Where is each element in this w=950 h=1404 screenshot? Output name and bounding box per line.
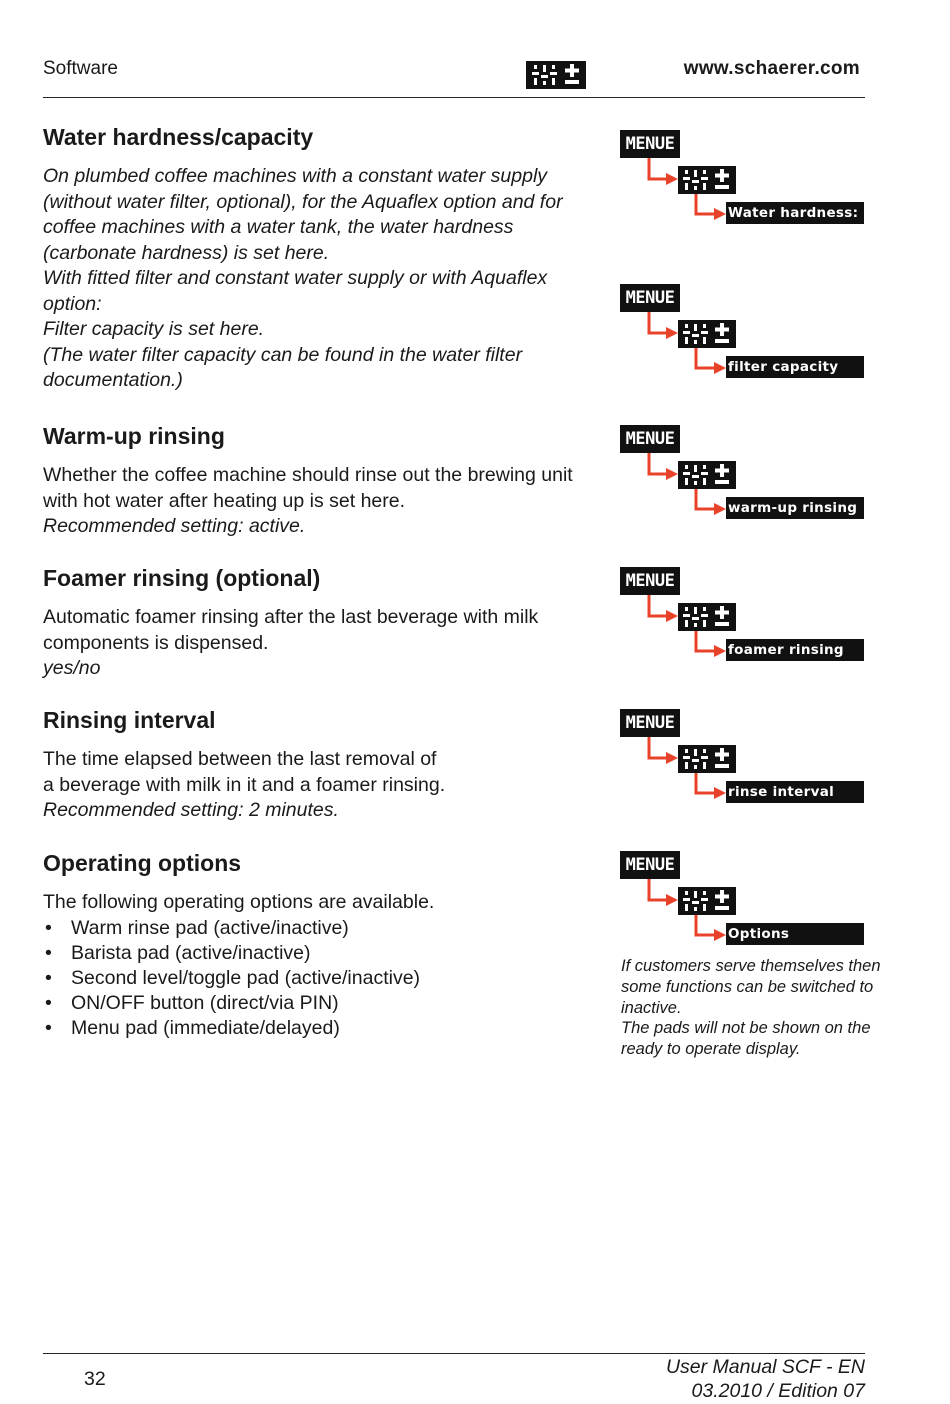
display-label: Water hardness: <box>726 202 864 224</box>
menu-path-options <box>620 851 870 951</box>
paragraph-line: a beverage with milk in it and a foamer rinsing. <box>43 773 446 796</box>
section-warm-up-rinsing <box>43 423 588 540</box>
edition: 03.2010 / Edition 07 <box>691 1379 865 1402</box>
bullet: • <box>45 1017 52 1040</box>
paragraph: Whether the coffee machine should rinse out the brewing unit with hot water after heating up is set here. <box>43 464 573 512</box>
paragraph: Filter capacity is set here. <box>43 318 265 340</box>
header-section-title: Software <box>43 58 118 79</box>
list-item-text: ON/OFF button (direct/via PIN) <box>71 992 339 1015</box>
section-title: Foamer rinsing (optional) <box>43 565 321 591</box>
display-label: Options <box>726 923 864 945</box>
bullet: • <box>45 966 52 989</box>
display-label: foamer rinsing <box>726 639 864 661</box>
list-item <box>43 991 588 1016</box>
menu-display-icon: MENUE <box>620 567 680 595</box>
list-item <box>43 941 588 966</box>
bullet: • <box>45 916 52 939</box>
menu-path-arrows <box>620 567 740 667</box>
section-title: Rinsing interval <box>43 707 216 733</box>
paragraph: The following operating options are available. <box>43 891 435 913</box>
recommendation: Recommended setting: active. <box>43 515 306 537</box>
menu-display-icon: MENUE <box>620 130 680 158</box>
menu-path-arrows <box>620 425 740 525</box>
footer-rule <box>43 1353 865 1354</box>
paragraph-line: The time elapsed between the last removal of <box>43 748 437 770</box>
menu-path-water-hardness <box>620 130 870 230</box>
menu-path-arrows <box>620 709 740 809</box>
menu-display-icon: MENUE <box>620 284 680 312</box>
recommendation: Recommended setting: 2 minutes. <box>43 799 339 821</box>
menu-path-arrows <box>620 284 740 384</box>
menu-display-icon: MENUE <box>620 425 680 453</box>
section-title: Water hardness/capacity <box>43 124 314 150</box>
website-url: www.schaerer.com <box>683 58 860 79</box>
options-list <box>43 916 588 1042</box>
list-item <box>43 916 588 941</box>
menu-display-icon: MENUE <box>620 709 680 737</box>
paragraph: (The water filter capacity can be found in the water filter documentation.) <box>43 343 523 391</box>
menu-path-arrows <box>620 851 740 951</box>
list-item-text: Second level/toggle pad (active/inactive) <box>71 966 421 989</box>
list-item-text: Barista pad (active/inactive) <box>71 941 311 964</box>
menu-path-arrows <box>620 130 740 230</box>
note-line: If customers serve themselves then some functions can be switched to inactive. <box>621 957 881 1017</box>
paragraph: Automatic foamer rinsing after the last beverage with milk components is dispensed. <box>43 606 539 654</box>
note-line: The pads will not be shown on the ready to operate display. <box>621 1019 871 1059</box>
display-label: rinse interval <box>726 781 864 803</box>
recommendation: yes/no <box>43 657 101 679</box>
menu-display-icon: MENUE <box>620 851 680 879</box>
section-title: Warm-up rinsing <box>43 423 225 449</box>
section-title: Operating options <box>43 850 242 876</box>
list-item <box>43 1016 588 1041</box>
menu-path-foamer-rinsing <box>620 567 870 667</box>
side-note <box>621 956 881 1060</box>
page-number: 32 <box>84 1368 106 1390</box>
display-label: warm-up rinsing <box>726 497 864 519</box>
settings-sliders-icon <box>526 61 586 89</box>
bullet: • <box>45 941 52 964</box>
footer-info <box>666 1356 865 1403</box>
menu-path-rinse-interval <box>620 709 870 809</box>
list-item-text: Warm rinse pad (active/inactive) <box>71 916 349 939</box>
section-operating-options <box>43 850 588 1042</box>
display-label: filter capacity <box>726 356 864 378</box>
paragraph: With fitted filter and constant water supply or with Aquaflex option: <box>43 267 548 315</box>
menu-path-filter-capacity <box>620 284 870 384</box>
section-water-hardness <box>43 124 588 394</box>
manual-title: User Manual SCF - EN <box>665 1356 865 1378</box>
list-item-text: Menu pad (immediate/delayed) <box>71 1017 340 1040</box>
section-foamer-rinsing <box>43 565 588 682</box>
menu-path-warm-up-rinsing <box>620 425 870 525</box>
paragraph: On plumbed coffee machines with a constant water supply (without water filter, optional), for the Aquaflex option and for coffee machines with a water tank, the water hardness (carbonate hardness) is set here. <box>43 165 563 264</box>
bullet: • <box>45 992 52 1015</box>
list-item <box>43 966 588 991</box>
header-rule <box>43 97 865 98</box>
section-rinsing-interval <box>43 707 588 824</box>
